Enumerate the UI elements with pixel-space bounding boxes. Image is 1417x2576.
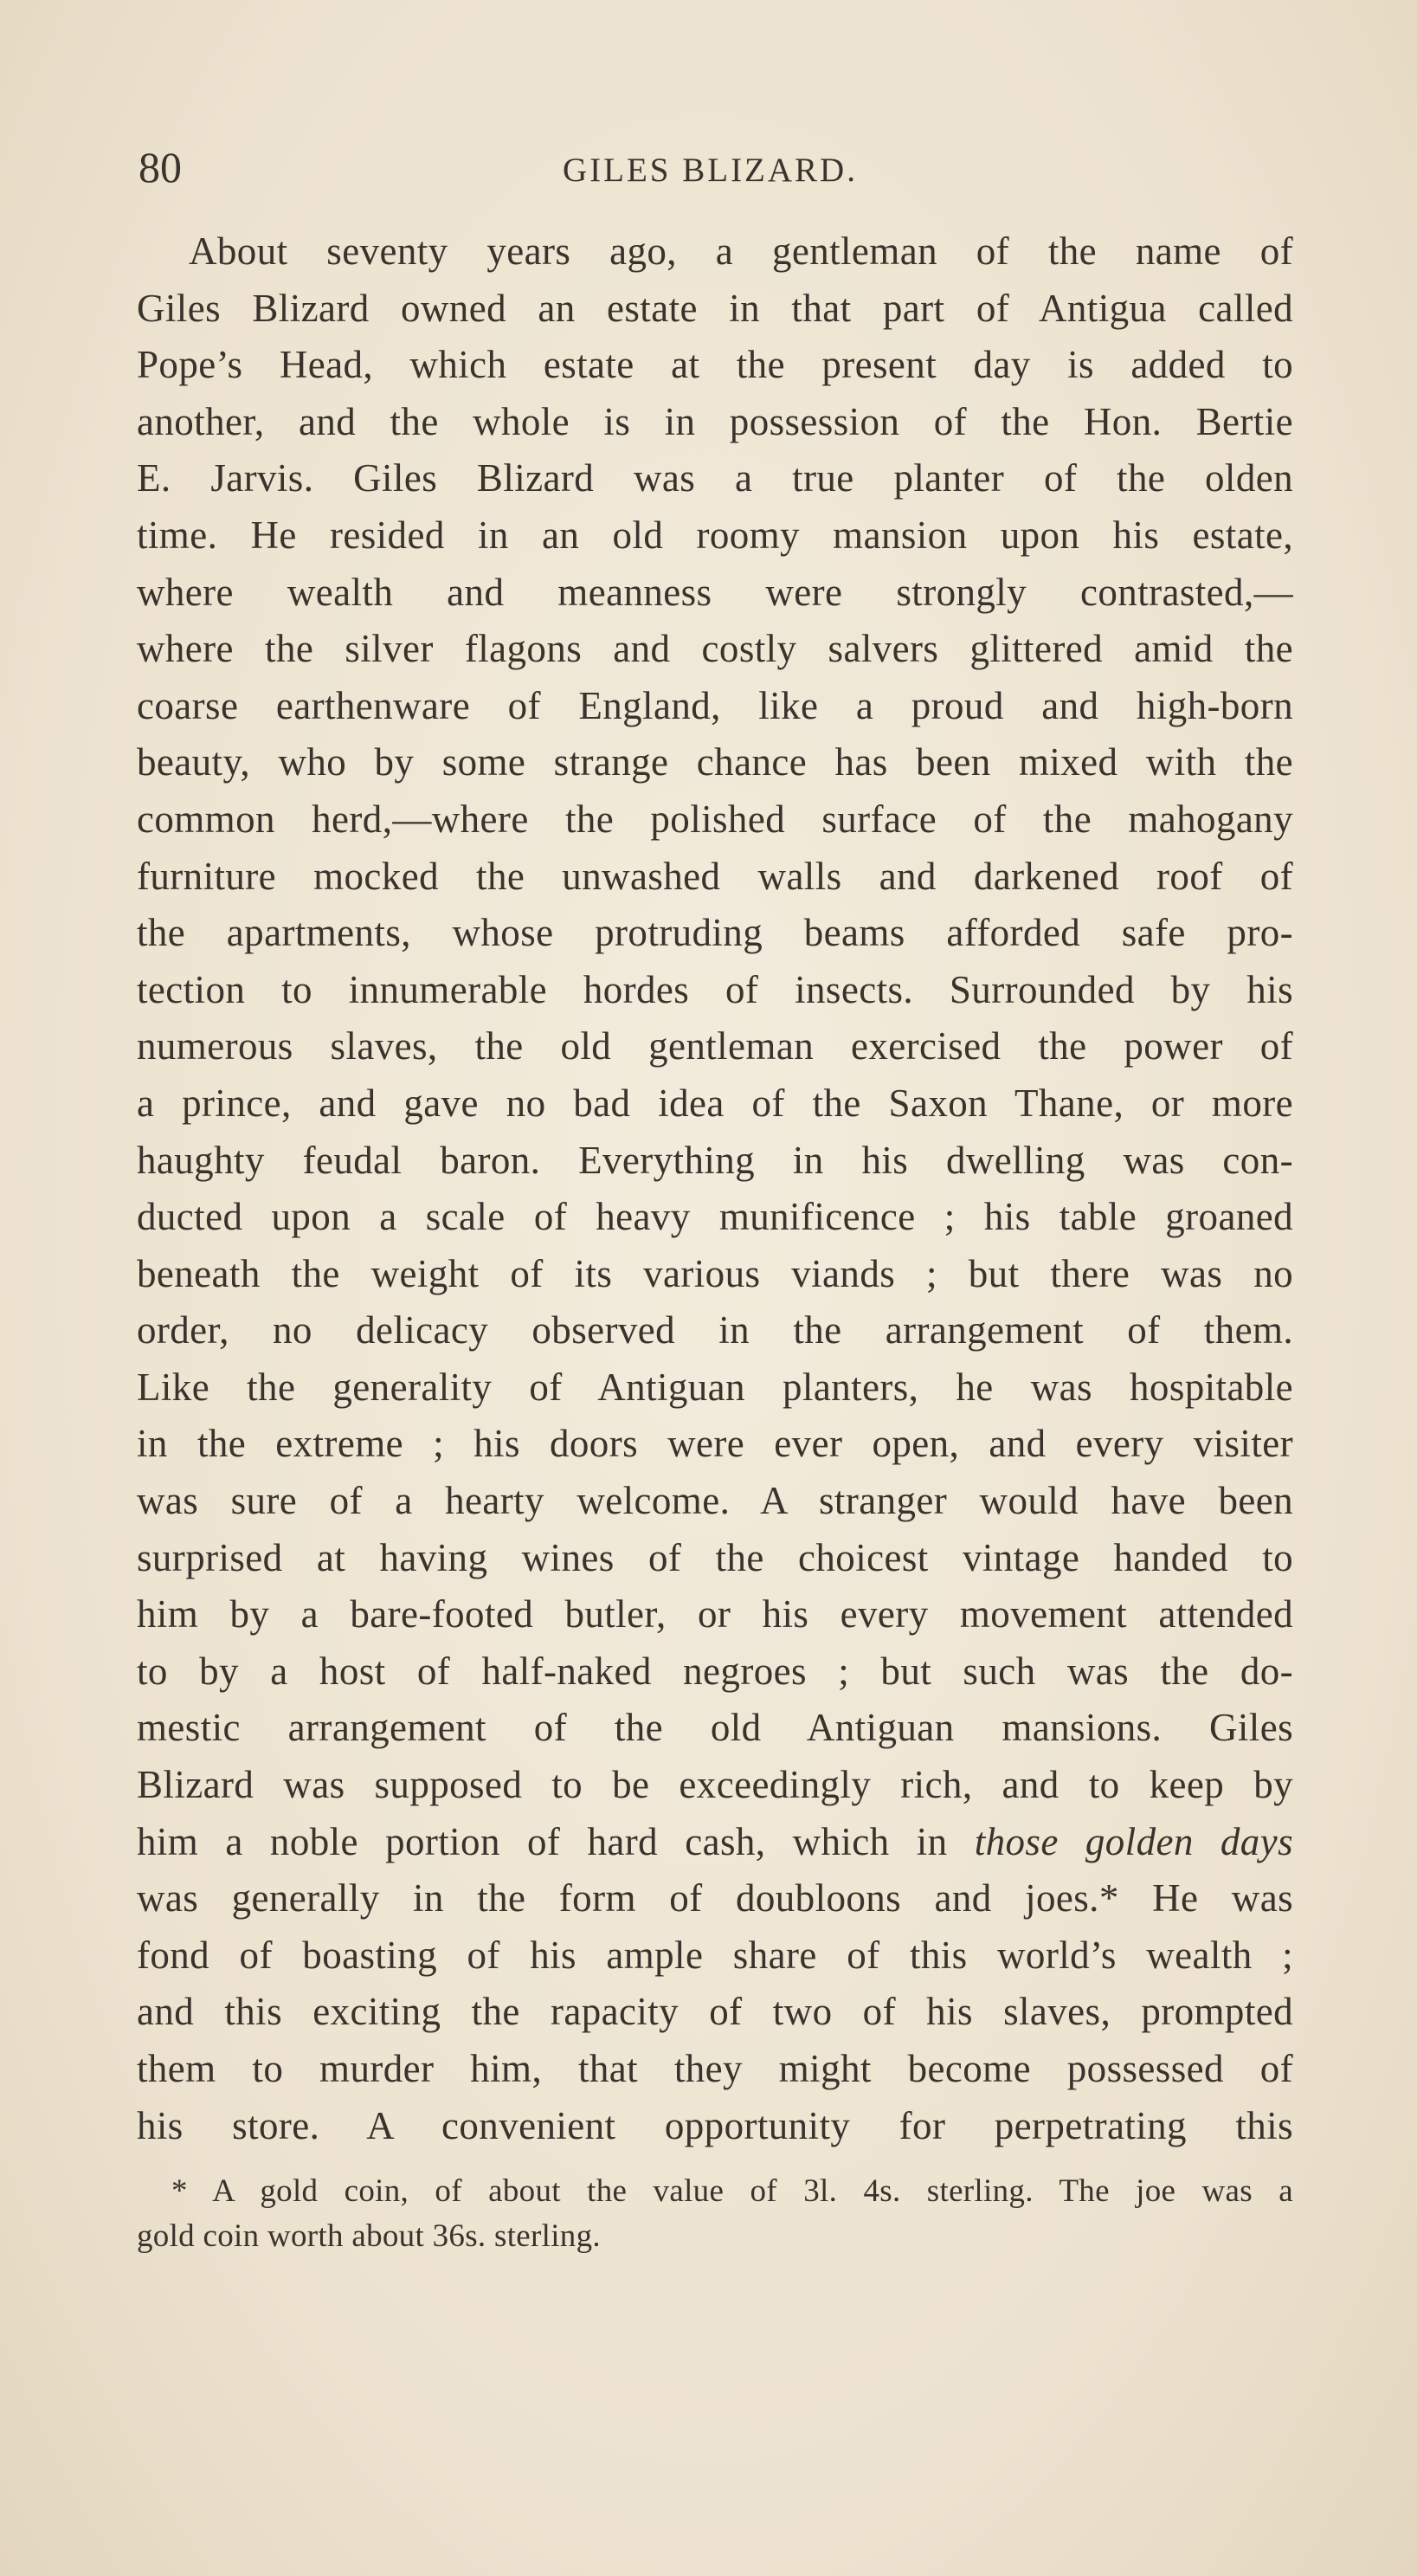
text-line: the apartments, whose protruding beams afforded safe pro- — [137, 911, 1293, 955]
text-line: E. Jarvis. Giles Blizard was a true planter of the olden — [137, 456, 1293, 500]
text-line: About seventy years ago, a gentleman of the name of — [189, 229, 1293, 273]
text-line: was generally in the form of doubloons and joes.* He was — [137, 1876, 1293, 1921]
text-line: furniture mocked the unwashed walls and darkened roof of — [137, 854, 1293, 898]
text-line: was sure of a hearty welcome. A stranger would have been — [137, 1479, 1293, 1523]
text-line: common herd,—where the polished surface of the mahogany — [137, 797, 1293, 841]
text-line: beauty, who by some strange chance has been mixed with the — [137, 740, 1293, 784]
text-line-with-italic — [137, 1814, 1293, 1871]
text-line: in the extreme ; his doors were ever open, and every visiter — [137, 1422, 1293, 1466]
italic-phrase: those golden days — [974, 1819, 1293, 1863]
text-line: mestic arrangement of the old Antiguan mansions. Giles — [137, 1706, 1293, 1750]
text-line: to by a host of half-naked negroes ; but such was the do- — [137, 1649, 1293, 1693]
text-line: haughty feudal baron. Everything in his dwelling was con- — [137, 1138, 1293, 1182]
text-line: tection to innumerable hordes of insects. Surrounded by his — [137, 967, 1293, 1011]
text-line: numerous slaves, the old gentleman exercised the power of — [137, 1024, 1293, 1068]
text-line: Blizard was supposed to be exceedingly rich, and to keep by — [137, 1763, 1293, 1807]
text-line: where wealth and meanness were strongly contrasted,— — [137, 570, 1293, 614]
footnote-line: * A gold coin, of about the value of 3l. 4s. sterling. The joe was a — [171, 2173, 1293, 2209]
text-line: another, and the whole is in possession of the Hon. Bertie — [137, 399, 1293, 443]
text-line: order, no delicacy observed in the arrangement of them. — [137, 1308, 1293, 1353]
text-line: time. He resided in an old roomy mansion upon his estate, — [137, 513, 1293, 557]
text-line: beneath the weight of its various viands ; but there was no — [137, 1251, 1293, 1295]
text-line: coarse earthenware of England, like a proud and high-born — [137, 683, 1293, 727]
text-line: fond of boasting of his ample share of this world’s wealth ; — [137, 1933, 1293, 1977]
text-line: his store. A convenient opportunity for perpetrating this — [137, 2103, 1293, 2147]
text-line: ducted upon a scale of heavy munificence ; his table groaned — [137, 1195, 1293, 1239]
text-line: where the silver flagons and costly salvers glittered amid the — [137, 627, 1293, 671]
text-line: Like the generality of Antiguan planters, he was hospitable — [137, 1365, 1293, 1409]
text-line: them to murder him, that they might become possessed of — [137, 2047, 1293, 2090]
footnote — [137, 2169, 1293, 2259]
page-number: 80 — [138, 143, 182, 191]
text-line: a prince, and gave no bad idea of the Saxon Thane, or more — [137, 1081, 1293, 1125]
text-line: and this exciting the rapacity of two of his slaves, prompted — [137, 1990, 1293, 2034]
text-line: Giles Blizard owned an estate in that part of Antigua called — [137, 286, 1293, 330]
page-header — [138, 137, 1303, 197]
text-line: surprised at having wines of the choicest vintage handed to — [137, 1535, 1293, 1579]
text-fragment: him a noble portion of hard cash, which in — [137, 1819, 948, 1863]
running-head: GILES BLIZARD. — [563, 152, 858, 189]
footnote-line: gold coin worth about 36s. sterling. — [137, 2218, 601, 2254]
text-line: him by a bare-footed butler, or his every movement attended — [137, 1592, 1293, 1637]
body-paragraph — [137, 223, 1293, 2154]
text-line: Pope’s Head, which estate at the present day is added to — [137, 343, 1293, 387]
